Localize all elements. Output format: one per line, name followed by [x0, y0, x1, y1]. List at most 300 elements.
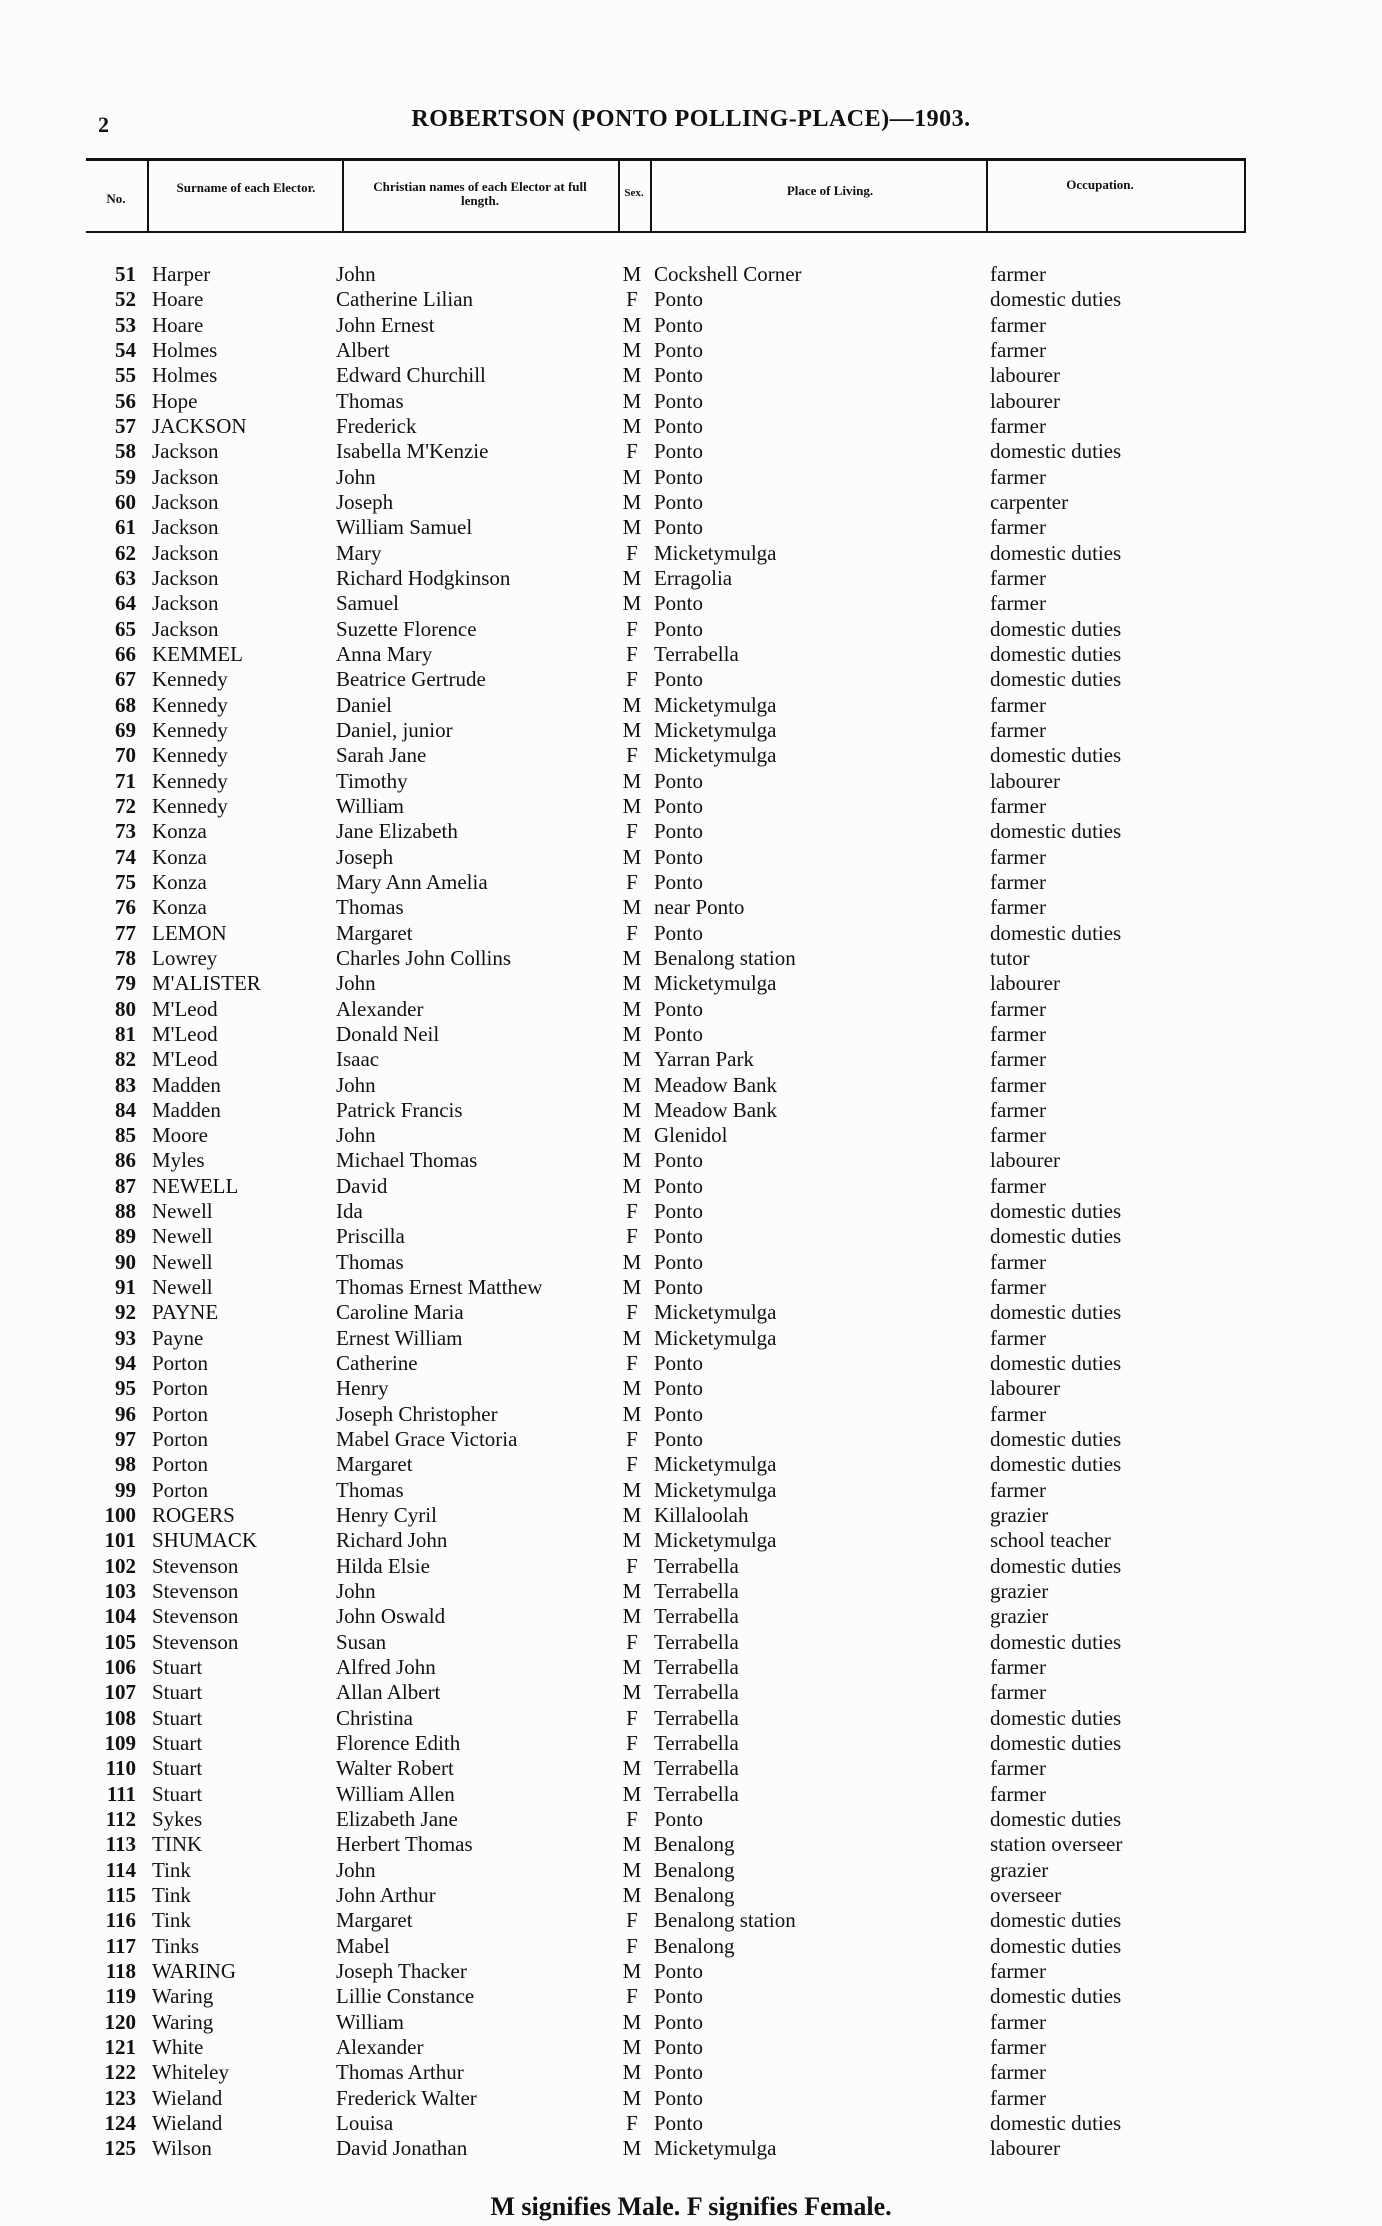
- christian-names: William: [336, 793, 404, 818]
- occupation: tutor: [990, 945, 1030, 970]
- occupation: domestic duties: [990, 1933, 1122, 1958]
- sex: M: [622, 1528, 642, 1553]
- surname: PAYNE: [152, 1300, 219, 1325]
- elector-row: [0, 287, 1382, 312]
- elector-number: 56: [115, 388, 136, 413]
- sex: M: [622, 464, 642, 489]
- place-of-living: Ponto: [654, 844, 704, 869]
- occupation: labourer: [990, 2136, 1060, 2161]
- sex: M: [622, 489, 642, 514]
- header-surname: Surname of each Elector.: [176, 180, 316, 195]
- sex: M: [622, 312, 642, 337]
- sex: M: [622, 1325, 642, 1350]
- elector-number: 111: [106, 1781, 136, 1806]
- elector-number: 65: [115, 616, 136, 641]
- sex: M: [622, 1477, 642, 1502]
- elector-number: 113: [105, 1832, 136, 1857]
- occupation: farmer: [990, 1173, 1046, 1198]
- christian-names: Christina: [336, 1705, 413, 1730]
- occupation: overseer: [990, 1883, 1062, 1907]
- occupation: domestic duties: [990, 1452, 1122, 1477]
- place-of-living: Ponto: [654, 768, 704, 793]
- sex: F: [626, 540, 638, 565]
- place-of-living: Yarran Park: [654, 1047, 754, 1072]
- surname: Jackson: [152, 464, 219, 489]
- surname: Holmes: [152, 363, 218, 388]
- occupation: domestic duties: [990, 1427, 1122, 1452]
- occupation: domestic duties: [990, 1553, 1122, 1578]
- sex: M: [622, 1148, 642, 1173]
- surname: Hoare: [152, 287, 204, 312]
- occupation: farmer: [990, 2060, 1046, 2085]
- occupation: domestic duties: [990, 287, 1122, 312]
- surname: SHUMACK: [152, 1528, 258, 1553]
- christian-names: Mary: [336, 540, 382, 565]
- place-of-living: Terrabella: [654, 641, 739, 666]
- surname: Newell: [152, 1224, 213, 1249]
- sex: M: [622, 262, 642, 286]
- elector-number: 67: [115, 667, 136, 692]
- elector-row: [0, 1098, 1382, 1123]
- surname: Jackson: [152, 489, 219, 514]
- surname: Kennedy: [152, 692, 228, 717]
- christian-names: Ernest William: [336, 1325, 463, 1350]
- christian-names: Isaac: [336, 1047, 380, 1072]
- surname: Newell: [152, 1275, 213, 1300]
- elector-row: [0, 718, 1382, 743]
- elector-row: [0, 1376, 1382, 1401]
- christian-names: Thomas: [336, 895, 404, 920]
- occupation: domestic duties: [990, 920, 1122, 945]
- place-of-living: Killaloolah: [654, 1503, 749, 1528]
- elector-number: 80: [115, 996, 136, 1021]
- elector-number: 53: [115, 312, 136, 337]
- christian-names: John: [336, 1857, 376, 1882]
- sex: M: [622, 1123, 642, 1148]
- occupation: domestic duties: [990, 1705, 1122, 1730]
- surname: Stevenson: [152, 1629, 239, 1654]
- christian-names: Susan: [336, 1629, 387, 1654]
- occupation: domestic duties: [990, 1199, 1122, 1224]
- place-of-living: Ponto: [654, 616, 704, 641]
- elector-number: 63: [115, 565, 136, 590]
- sex: M: [622, 1275, 642, 1300]
- elector-row: [0, 541, 1382, 566]
- occupation: farmer: [990, 1249, 1046, 1274]
- sex: M: [622, 2034, 642, 2059]
- surname: Lowrey: [152, 945, 218, 970]
- column-divider: [342, 160, 344, 232]
- place-of-living: Meadow Bank: [654, 1097, 778, 1122]
- elector-row: [0, 1047, 1382, 1072]
- elector-number: 58: [115, 439, 136, 464]
- christian-names: Alexander: [336, 996, 424, 1021]
- occupation: farmer: [990, 895, 1046, 920]
- elector-number: 119: [105, 1984, 136, 2009]
- sex: F: [626, 1807, 638, 1832]
- place-of-living: Ponto: [654, 1958, 704, 1983]
- occupation: farmer: [990, 869, 1046, 894]
- surname: TINK: [152, 1832, 203, 1857]
- place-of-living: near Ponto: [654, 895, 745, 920]
- surname: Harper: [152, 262, 211, 286]
- sex: M: [622, 996, 642, 1021]
- sex: M: [622, 895, 642, 920]
- christian-names: Thomas: [336, 1477, 404, 1502]
- surname: Stevenson: [152, 1579, 239, 1604]
- elector-number: 92: [115, 1300, 136, 1325]
- place-of-living: Terrabella: [654, 1579, 739, 1604]
- elector-row: [0, 946, 1382, 971]
- christian-names: William: [336, 2009, 404, 2034]
- christian-names: John: [336, 1072, 376, 1097]
- elector-number: 83: [115, 1072, 136, 1097]
- elector-number: 75: [115, 869, 136, 894]
- occupation: labourer: [990, 363, 1060, 388]
- occupation: farmer: [990, 312, 1046, 337]
- surname: Wilson: [152, 2136, 212, 2161]
- sex: M: [622, 565, 642, 590]
- occupation: farmer: [990, 464, 1046, 489]
- elector-number: 77: [115, 920, 136, 945]
- surname: Kennedy: [152, 667, 228, 692]
- place-of-living: Cockshell Corner: [654, 262, 802, 286]
- header-no: No.: [106, 191, 126, 206]
- occupation: farmer: [990, 2085, 1046, 2110]
- occupation: grazier: [990, 1857, 1049, 1882]
- place-of-living: Ponto: [654, 1199, 704, 1224]
- elector-number: 109: [104, 1731, 136, 1756]
- place-of-living: Terrabella: [654, 1705, 739, 1730]
- christian-names: David: [336, 1173, 388, 1198]
- place-of-living: Ponto: [654, 388, 704, 413]
- place-of-living: Terrabella: [654, 1655, 739, 1680]
- elector-row: [0, 819, 1382, 844]
- christian-names: Walter Robert: [336, 1756, 454, 1781]
- occupation: farmer: [990, 1072, 1046, 1097]
- elector-row: [0, 1883, 1382, 1908]
- elector-row: [0, 1959, 1382, 1984]
- christian-names: John: [336, 971, 376, 996]
- sex: F: [626, 1553, 638, 1578]
- christian-names: Priscilla: [336, 1224, 405, 1249]
- header-occupation: Occupation.: [1066, 177, 1134, 192]
- elector-row: [0, 1630, 1382, 1655]
- christian-names: Florence Edith: [336, 1731, 461, 1756]
- elector-row: [0, 465, 1382, 490]
- sex: F: [626, 920, 638, 945]
- surname: NEWELL: [152, 1173, 239, 1198]
- elector-row: [0, 313, 1382, 338]
- christian-names: Alfred John: [336, 1655, 436, 1680]
- elector-row: [0, 515, 1382, 540]
- place-of-living: Ponto: [654, 1275, 704, 1300]
- header-top-rule: [86, 158, 1246, 161]
- sex: F: [626, 869, 638, 894]
- sex: M: [622, 1173, 642, 1198]
- sex: M: [622, 1503, 642, 1528]
- surname: Jackson: [152, 565, 219, 590]
- elector-number: 117: [105, 1933, 136, 1958]
- surname: LEMON: [152, 920, 227, 945]
- elector-row: [0, 971, 1382, 996]
- elector-number: 116: [105, 1908, 136, 1933]
- elector-row: [0, 1326, 1382, 1351]
- sex: M: [622, 1376, 642, 1401]
- surname: Jackson: [152, 439, 219, 464]
- occupation: labourer: [990, 768, 1060, 793]
- christian-names: Michael Thomas: [336, 1148, 478, 1173]
- christian-names: Donald Neil: [336, 1021, 440, 1046]
- christian-names: Patrick Francis: [336, 1097, 463, 1122]
- column-divider: [147, 160, 149, 232]
- sex: F: [626, 287, 638, 312]
- elector-row: [0, 591, 1382, 616]
- place-of-living: Terrabella: [654, 1680, 739, 1705]
- christian-names: Ida: [336, 1199, 363, 1224]
- place-of-living: Meadow Bank: [654, 1072, 778, 1097]
- place-of-living: Ponto: [654, 920, 704, 945]
- occupation: domestic duties: [990, 1908, 1122, 1933]
- header-place-of-living: Place of Living.: [786, 183, 874, 198]
- place-of-living: Ponto: [654, 1984, 704, 2009]
- place-of-living: Micketymulga: [654, 1325, 777, 1350]
- occupation: labourer: [990, 971, 1060, 996]
- place-of-living: Ponto: [654, 413, 704, 438]
- sex: M: [622, 1604, 642, 1629]
- elector-row: [0, 693, 1382, 718]
- elector-row: [0, 1984, 1382, 2009]
- elector-number: 87: [115, 1173, 136, 1198]
- elector-row: [0, 667, 1382, 692]
- christian-names: Mabel Grace Victoria: [336, 1427, 518, 1452]
- elector-row: [0, 1782, 1382, 1807]
- surname: Porton: [152, 1401, 209, 1426]
- occupation: domestic duties: [990, 616, 1122, 641]
- sex: M: [622, 2136, 642, 2161]
- christian-names: Herbert Thomas: [336, 1832, 473, 1857]
- surname: Stuart: [152, 1756, 203, 1781]
- elector-number: 98: [115, 1452, 136, 1477]
- sex: M: [622, 1680, 642, 1705]
- sex: F: [626, 616, 638, 641]
- elector-number: 89: [115, 1224, 136, 1249]
- sex: F: [626, 819, 638, 844]
- surname: Jackson: [152, 616, 219, 641]
- sex: F: [626, 439, 638, 464]
- elector-number: 101: [104, 1528, 136, 1553]
- surname: Wieland: [152, 2085, 223, 2110]
- place-of-living: Ponto: [654, 1249, 704, 1274]
- elector-number: 59: [115, 464, 136, 489]
- sex: F: [626, 1224, 638, 1249]
- sex: M: [622, 1097, 642, 1122]
- elector-row: [0, 1858, 1382, 1883]
- sex: M: [622, 1756, 642, 1781]
- occupation: farmer: [990, 692, 1046, 717]
- surname: Madden: [152, 1097, 221, 1122]
- occupation: farmer: [990, 996, 1046, 1021]
- occupation: domestic duties: [990, 1224, 1122, 1249]
- place-of-living: Benalong station: [654, 945, 796, 970]
- elector-number: 125: [104, 2136, 136, 2161]
- header-christian-names: Christian names of each Elector at full length.: [373, 179, 587, 208]
- christian-names: Daniel, junior: [336, 717, 453, 742]
- occupation: farmer: [990, 1097, 1046, 1122]
- surname: ROGERS: [152, 1503, 235, 1528]
- elector-number: 110: [105, 1756, 136, 1781]
- sex: F: [626, 1427, 638, 1452]
- occupation: farmer: [990, 2009, 1046, 2034]
- occupation: grazier: [990, 1604, 1049, 1629]
- elector-number: 81: [115, 1021, 136, 1046]
- elector-number: 105: [104, 1629, 136, 1654]
- elector-row: [0, 921, 1382, 946]
- place-of-living: Terrabella: [654, 1781, 739, 1806]
- occupation: farmer: [990, 515, 1046, 540]
- christian-names: John: [336, 262, 376, 286]
- elector-row: [0, 1402, 1382, 1427]
- elector-row: [0, 2111, 1382, 2136]
- elector-row: [0, 1934, 1382, 1959]
- christian-names: Timothy: [336, 768, 408, 793]
- sex: F: [626, 1199, 638, 1224]
- place-of-living: Micketymulga: [654, 717, 777, 742]
- elector-number: 91: [115, 1275, 136, 1300]
- surname: JACKSON: [152, 413, 247, 438]
- elector-number: 88: [115, 1199, 136, 1224]
- column-divider: [618, 160, 620, 232]
- sex: M: [622, 1655, 642, 1680]
- place-of-living: Ponto: [654, 312, 704, 337]
- elector-number: 60: [115, 489, 136, 514]
- elector-row: [0, 1199, 1382, 1224]
- occupation: domestic duties: [990, 2110, 1122, 2135]
- elector-number: 100: [104, 1503, 136, 1528]
- christian-names: Margaret: [336, 1908, 413, 1933]
- place-of-living: Ponto: [654, 819, 704, 844]
- elector-row: [0, 1908, 1382, 1933]
- sex: M: [622, 768, 642, 793]
- sex: F: [626, 1351, 638, 1376]
- sex: M: [622, 945, 642, 970]
- elector-number: 104: [104, 1604, 136, 1629]
- christian-names: William Allen: [336, 1781, 455, 1806]
- elector-row: [0, 1123, 1382, 1148]
- occupation: labourer: [990, 1376, 1060, 1401]
- place-of-living: Ponto: [654, 363, 704, 388]
- occupation: carpenter: [990, 489, 1069, 514]
- occupation: domestic duties: [990, 667, 1122, 692]
- surname: Porton: [152, 1351, 209, 1376]
- sex: F: [626, 667, 638, 692]
- place-of-living: Terrabella: [654, 1731, 739, 1756]
- sex: M: [622, 1832, 642, 1857]
- surname: Konza: [152, 844, 207, 869]
- elector-row: [0, 2060, 1382, 2085]
- surname: M'Leod: [152, 1047, 218, 1072]
- elector-number: 97: [115, 1427, 136, 1452]
- occupation: farmer: [990, 413, 1046, 438]
- occupation: farmer: [990, 1680, 1046, 1705]
- surname: KEMMEL: [152, 641, 243, 666]
- christian-names: John: [336, 1579, 376, 1604]
- occupation: farmer: [990, 2034, 1046, 2059]
- surname: Hope: [152, 388, 198, 413]
- elector-row: [0, 769, 1382, 794]
- sex: M: [622, 692, 642, 717]
- elector-row: [0, 1756, 1382, 1781]
- christian-names: Jane Elizabeth: [336, 819, 458, 844]
- surname: Jackson: [152, 540, 219, 565]
- christian-names: John: [336, 464, 376, 489]
- christian-names: Daniel: [336, 692, 392, 717]
- christian-names: John Oswald: [336, 1604, 446, 1629]
- surname: Stuart: [152, 1680, 203, 1705]
- elector-number: 79: [115, 971, 136, 996]
- elector-row: [0, 1224, 1382, 1249]
- occupation: domestic duties: [990, 1807, 1122, 1832]
- christian-names: Joseph Christopher: [336, 1401, 498, 1426]
- elector-row: [0, 997, 1382, 1022]
- occupation: farmer: [990, 591, 1046, 616]
- elector-number: 62: [115, 540, 136, 565]
- surname: Konza: [152, 819, 207, 844]
- place-of-living: Ponto: [654, 2085, 704, 2110]
- place-of-living: Ponto: [654, 2060, 704, 2085]
- sex: F: [626, 1933, 638, 1958]
- surname: Jackson: [152, 591, 219, 616]
- elector-number: 93: [115, 1325, 136, 1350]
- christian-names: Anna Mary: [336, 641, 433, 666]
- elector-row: [0, 1300, 1382, 1325]
- sex: M: [622, 1021, 642, 1046]
- elector-row: [0, 1680, 1382, 1705]
- surname: Payne: [152, 1325, 204, 1350]
- occupation: domestic duties: [990, 1351, 1122, 1376]
- sex: M: [622, 1249, 642, 1274]
- elector-row: [0, 794, 1382, 819]
- elector-number: 82: [115, 1047, 136, 1072]
- elector-number: 86: [115, 1148, 136, 1173]
- christian-names: Thomas Ernest Matthew: [336, 1275, 543, 1300]
- elector-row: [0, 1022, 1382, 1047]
- sex: M: [622, 1401, 642, 1426]
- occupation: farmer: [990, 1123, 1046, 1148]
- surname: Newell: [152, 1249, 213, 1274]
- place-of-living: Ponto: [654, 1376, 704, 1401]
- surname: Jackson: [152, 515, 219, 540]
- elector-number: 70: [115, 743, 136, 768]
- occupation: domestic duties: [990, 743, 1122, 768]
- sex: M: [622, 363, 642, 388]
- place-of-living: Glenidol: [654, 1123, 728, 1148]
- place-of-living: Ponto: [654, 1401, 704, 1426]
- place-of-living: Ponto: [654, 337, 704, 362]
- place-of-living: Micketymulga: [654, 1528, 777, 1553]
- sex: F: [626, 1908, 638, 1933]
- surname: Newell: [152, 1199, 213, 1224]
- elector-row: [0, 1452, 1382, 1477]
- place-of-living: Ponto: [654, 1427, 704, 1452]
- elector-row: [0, 1528, 1382, 1553]
- surname: Kennedy: [152, 743, 228, 768]
- elector-row: [0, 1148, 1382, 1173]
- christian-names: Albert: [336, 337, 390, 362]
- place-of-living: Ponto: [654, 996, 704, 1021]
- occupation: farmer: [990, 1401, 1046, 1426]
- place-of-living: Micketymulga: [654, 971, 777, 996]
